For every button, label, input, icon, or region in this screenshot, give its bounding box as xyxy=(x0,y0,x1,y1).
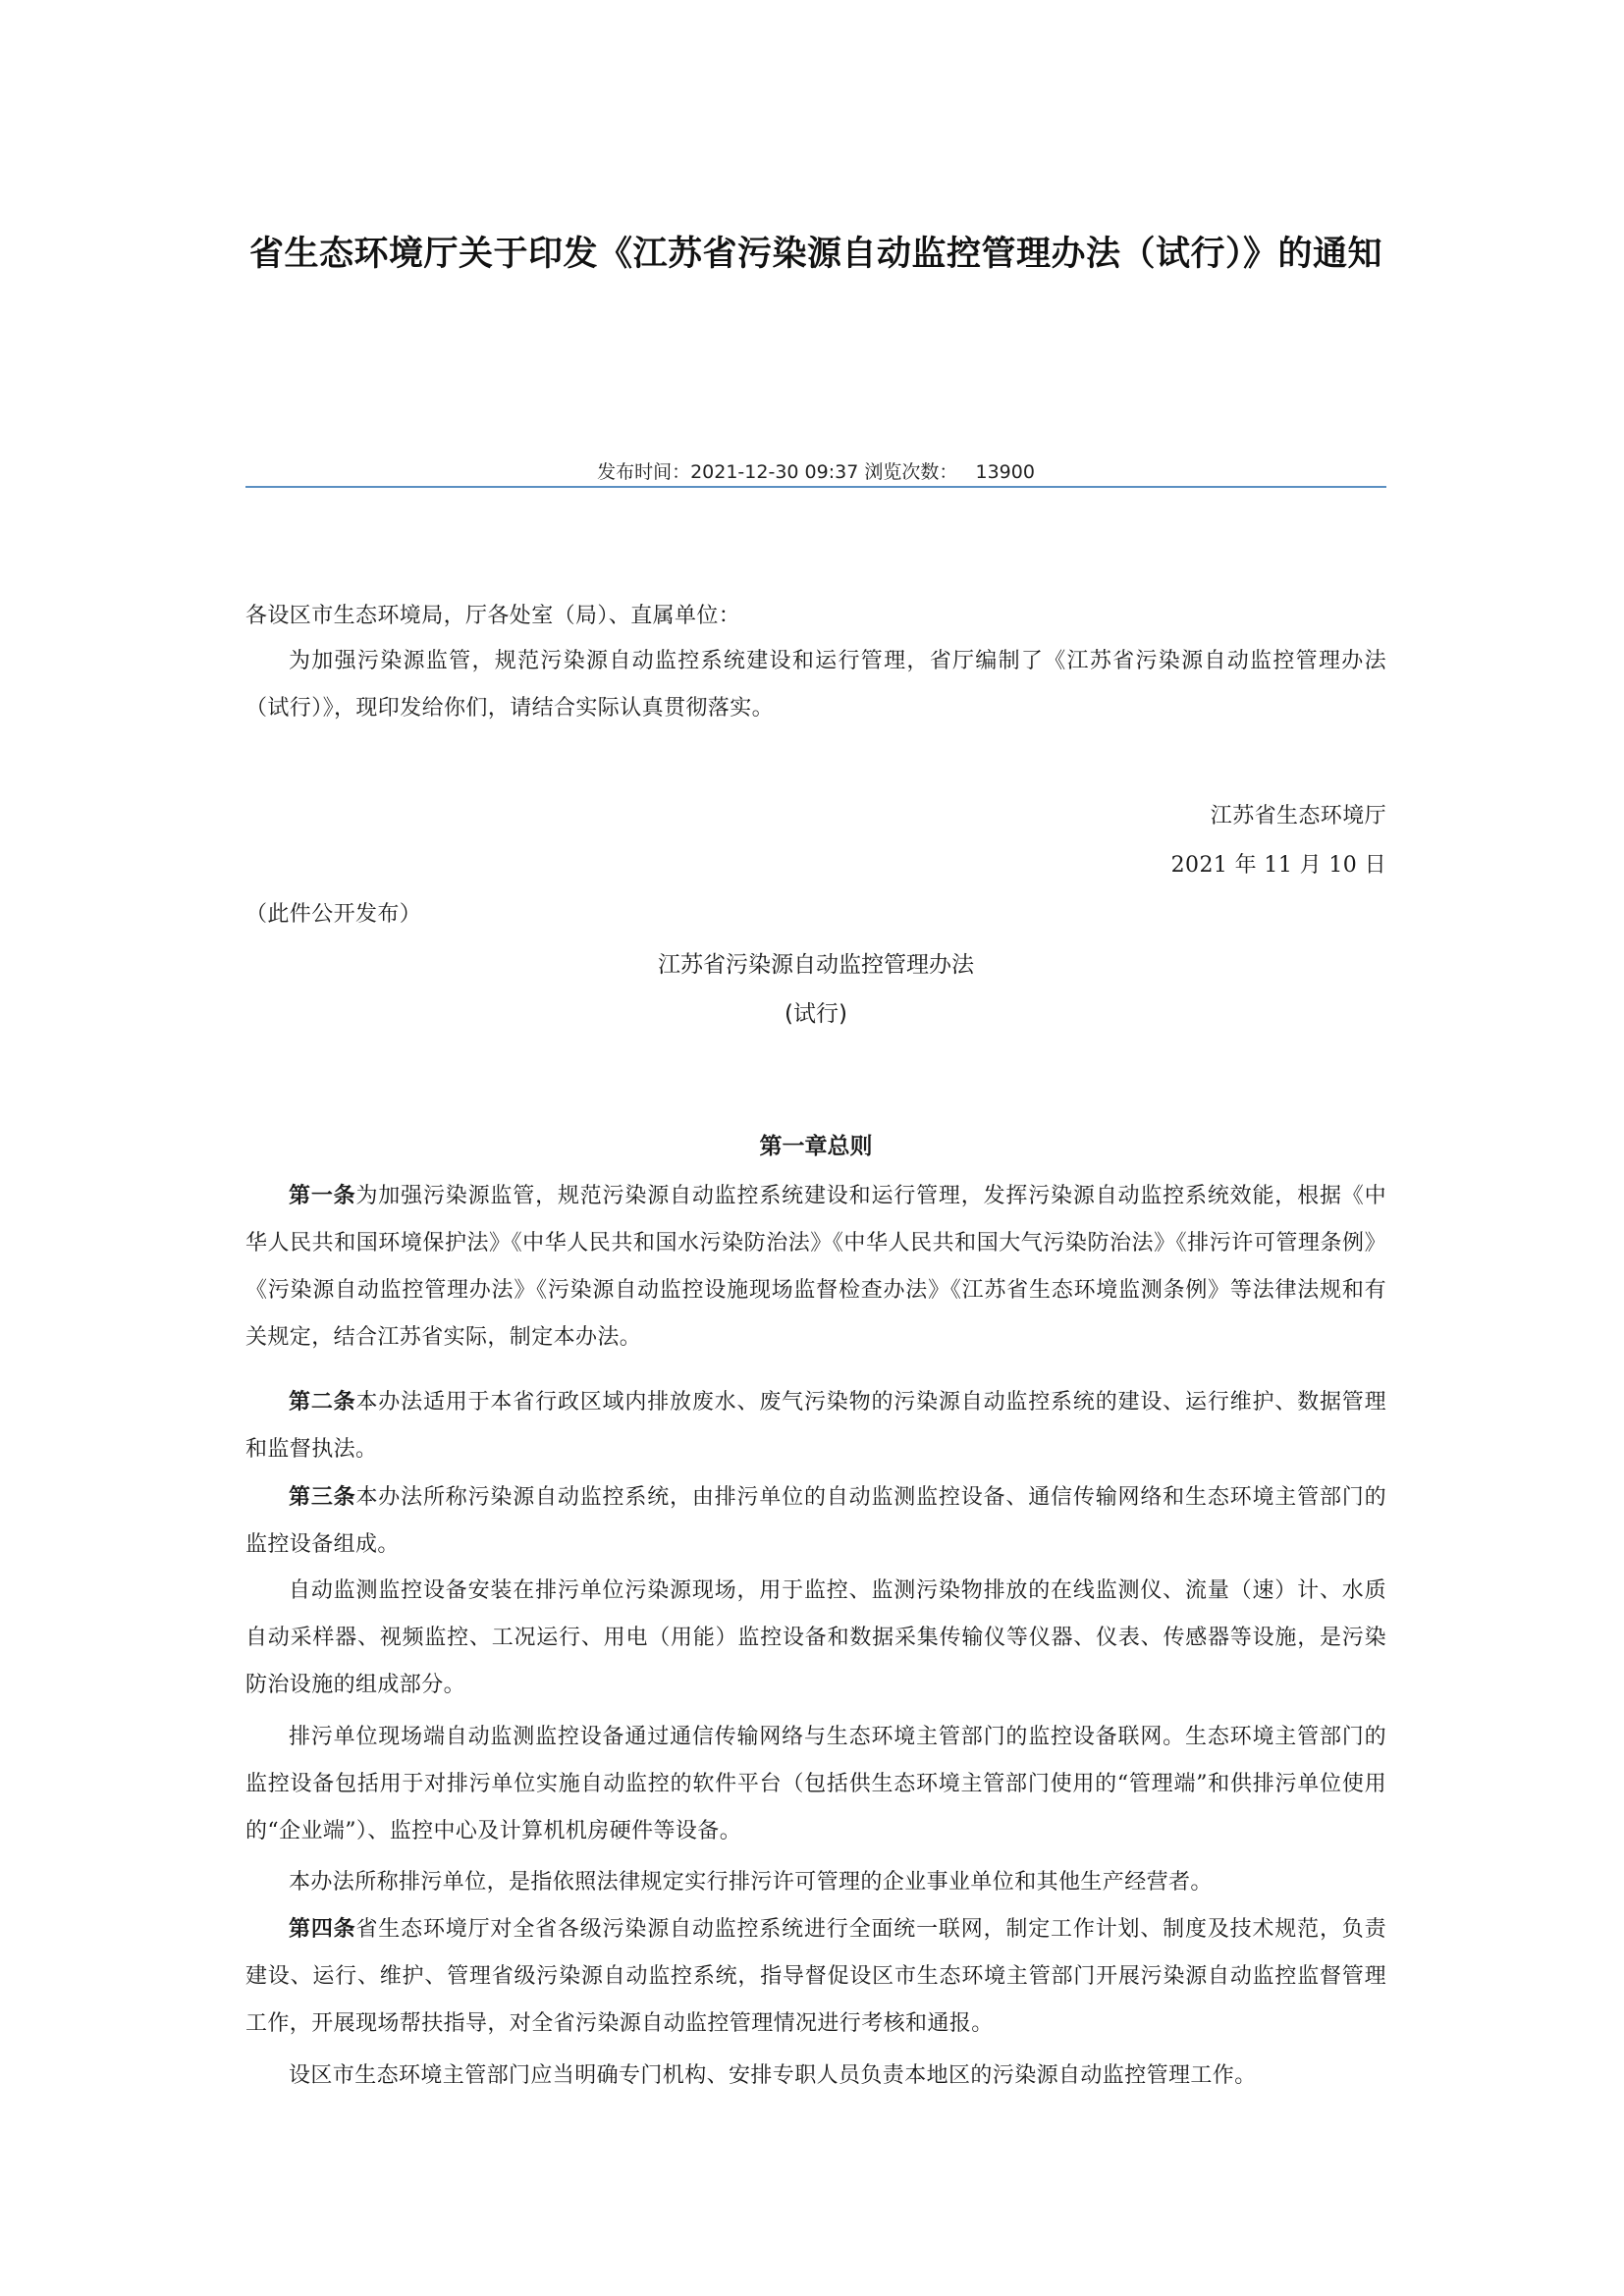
article-text: 省生态环境厅对全省各级污染源自动监控系统进行全面统一联网，制定工作计划、制度及技术规范，负责建设、运行、维护、管理省级污染源自动监控系统，指导督促设区市生态环境主管部门开展污染源自动监控监督管理工作，开展现场帮扶指导，对全省污染源自动监控管理情况进行考核和通报。 xyxy=(245,1917,1387,2036)
article-3-paragraph-a: 自动监测监控设备安装在排污单位污染源现场，用于监控、监测污染物排放的在线监测仪、流量（速）计、水质自动采样器、视频监控、工况运行、用电（用能）监控设备和数据采集传输仪等仪器、仪表、传感器等设施，是污染防治设施的组成部分。 xyxy=(245,1578,1386,1697)
article-text: 本办法适用于本省行政区域内排放废水、废气污染物的污染源自动监控系统的建设、运行维护、数据管理和监督执法。 xyxy=(245,1390,1387,1462)
measures-title: 江苏省污染源自动监控管理办法 xyxy=(658,952,974,978)
disclosure-note: （此件公开发布） xyxy=(245,902,422,927)
article-3-paragraph-b: 排污单位现场端自动监测监控设备通过通信传输网络与生态环境主管部门的监控设备联网。生态环境主管部门的监控设备包括用于对排污单位实施自动监控的软件平台（包括供生态环境主管部门使用的“管理端”和供排污单位使用的“企业端”）、监控中心及计算机机房硬件等设备。 xyxy=(245,1725,1386,1843)
article-3 xyxy=(245,1474,1386,1569)
article-4-paragraph-b: 设区市生态环境主管部门应当明确专门机构、安排专职人员负责本地区的污染源自动监控管理工作。 xyxy=(289,2063,1257,2088)
article-text: 为加强污染源监管，规范污染源自动监控系统建设和运行管理，发挥污染源自动监控系统效能，根据《中华人民共和国环境保护法》《中华人民共和国水污染防治法》《中华人民共和国大气污染防治法》《排污许可管理条例》《污染源自动监控管理办法》《污染源自动监控设施现场监督检查办法》《江苏省生态环境监测条例》等法律法规和有关规定，结合江苏省实际，制定本办法。 xyxy=(245,1184,1387,1350)
recipients-line: 各设区市生态环境局，厅各处室（局）、直属单位： xyxy=(245,604,741,628)
view-count-label: 浏览次数： xyxy=(864,461,958,483)
article-label: 第二条 xyxy=(289,1390,356,1415)
article-label: 第三条 xyxy=(289,1485,356,1510)
publish-meta xyxy=(245,457,1386,484)
article-2 xyxy=(245,1379,1386,1473)
document-page xyxy=(245,0,1386,2296)
notice-body: 为加强污染源监管，规范污染源自动监控系统建设和运行管理，省厅编制了《江苏省污染源自动监控管理办法（试行）》，现印发给你们，请结合实际认真贯彻落实。 xyxy=(245,649,1386,721)
issuer-name: 江苏省生态环境厅 xyxy=(1210,804,1386,828)
issue-date: 2021 年 11 月 10 日 xyxy=(1170,853,1386,878)
article-1 xyxy=(245,1173,1386,1362)
measures-subtitle: (试行) xyxy=(785,1001,847,1027)
article-4 xyxy=(245,1906,1386,2048)
article-label: 第一条 xyxy=(289,1184,356,1208)
page-title: 省生态环境厅关于印发《江苏省污染源自动监控管理办法（试行）》的通知 xyxy=(248,235,1382,274)
chapter-heading: 第一章总则 xyxy=(759,1134,873,1159)
publish-time-label: 发布时间： xyxy=(597,461,691,483)
article-text: 本办法所称污染源自动监控系统，由排污单位的自动监测监控设备、通信传输网络和生态环境主管部门的监控设备组成。 xyxy=(245,1485,1387,1557)
article-3-paragraph-c: 本办法所称排污单位，是指依照法律规定实行排污许可管理的企业事业单位和其他生产经营者。 xyxy=(289,1870,1213,1895)
publish-time: 2021-12-30 09:37 xyxy=(690,461,859,483)
view-count: 13900 xyxy=(975,461,1035,483)
title-divider xyxy=(245,486,1386,488)
article-label: 第四条 xyxy=(289,1917,356,1942)
